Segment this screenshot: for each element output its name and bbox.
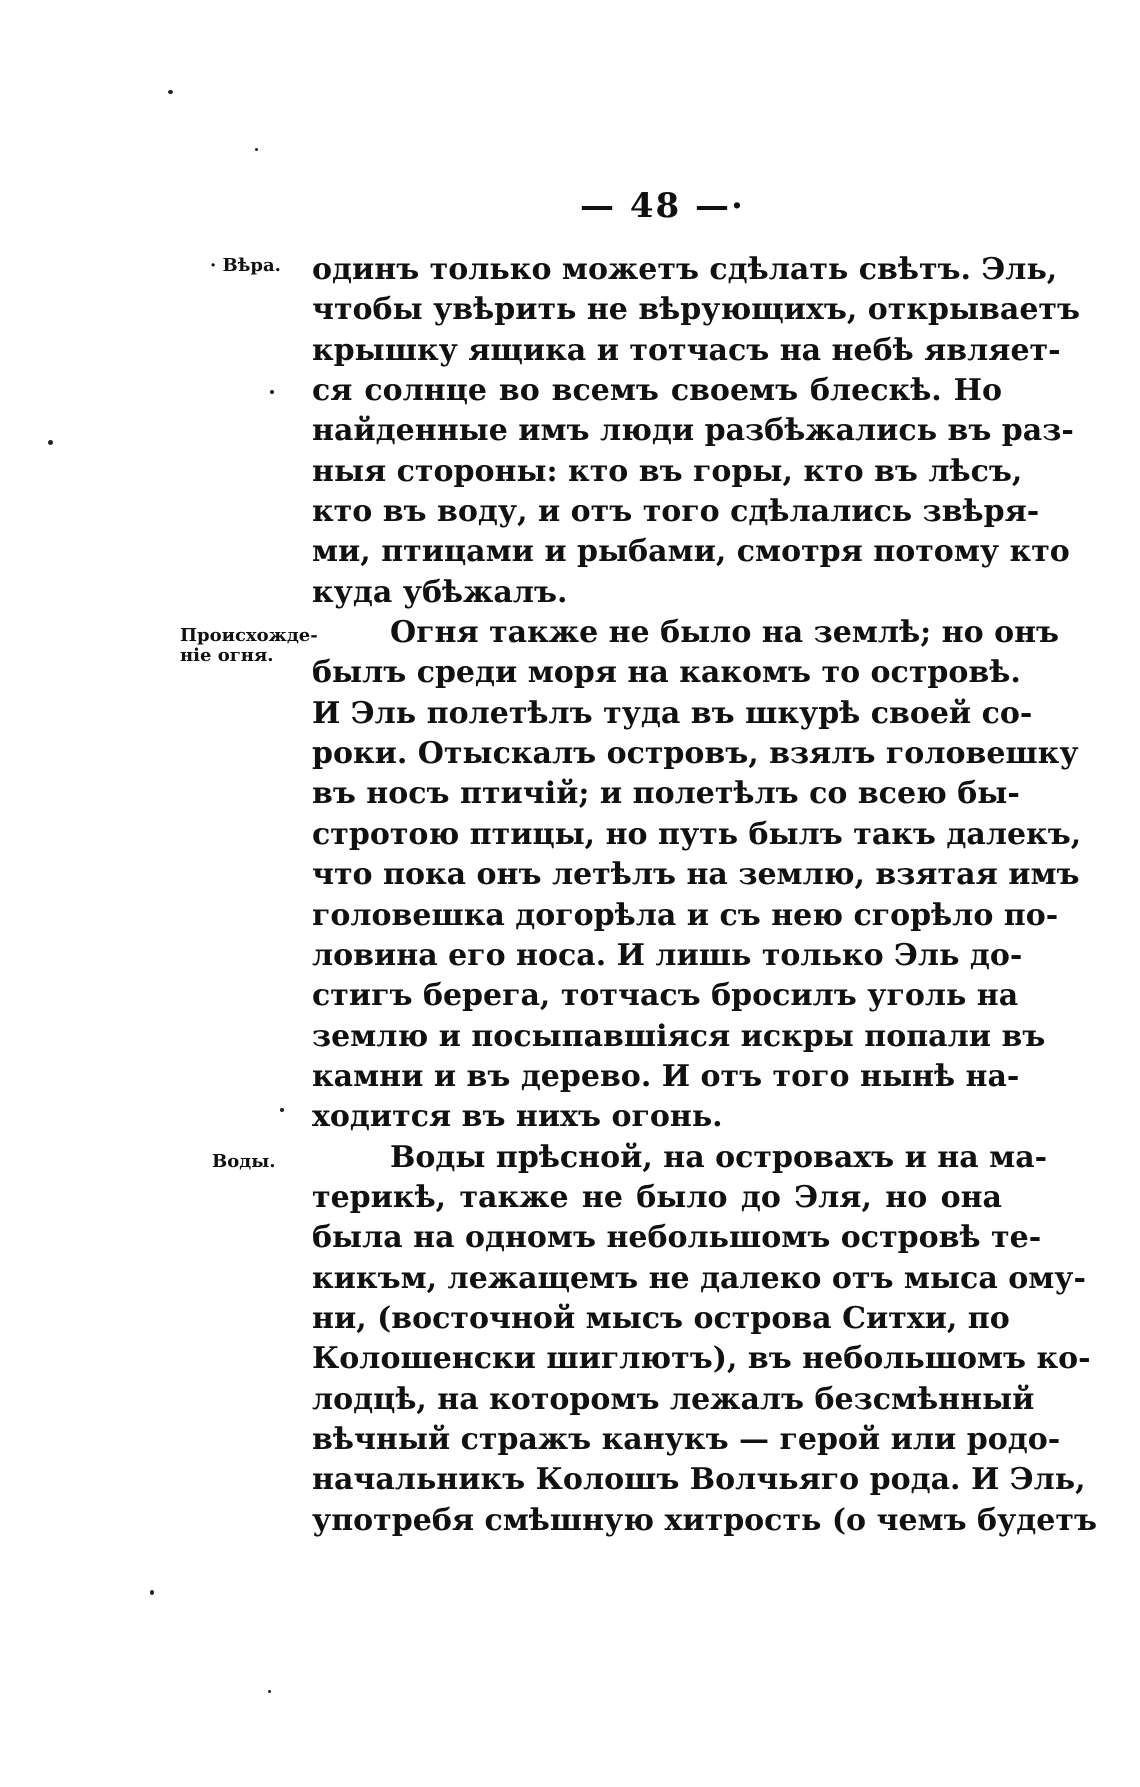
text-line: вѣчный стражъ канукъ — герой или родо- [312,1421,1061,1457]
text-line: найденные имъ люди разбѣжались въ раз- [312,413,1074,449]
margin-note-faith: · Вѣра. [210,255,281,276]
scan-speck [255,148,258,151]
text-line: Огня также не было на землѣ; но онъ [390,615,1060,651]
text-line: ни, (восточной мысъ острова Ситхи, по [312,1300,1010,1336]
text-line: куда убѣжалъ. [312,574,568,610]
text-line: стигъ берега, тотчасъ бросилъ уголь на [312,978,1019,1014]
scan-speck [150,1590,154,1595]
text-line: ми, птицами и рыбами, смотря потому кто [312,534,1070,570]
text-line: головешка догорѣла и съ нею сгорѣло по- [312,897,1059,933]
text-line: что пока онъ летѣлъ на землю, взятая имъ [312,857,1080,893]
scan-speck [280,1108,284,1112]
text-line: въ носъ птичій; и полетѣлъ со всею бы- [312,776,1020,812]
scan-speck [268,1690,271,1693]
text-line: ся солнце во всемъ своемъ блескѣ. Но [312,373,1002,409]
scan-speck [168,90,173,94]
text-line: былъ среди моря на какомъ то островѣ. [312,655,1021,691]
text-line: была на одномъ небольшомъ островѣ те- [312,1220,1042,1256]
text-line: стротою птицы, но путь былъ такъ далекъ, [312,816,1082,852]
text-line: употребя смѣшную хитрость (о чемъ будетъ [312,1502,1097,1538]
page-number: — 48 —· [580,186,745,226]
text-line: ныя стороны: кто въ горы, кто въ лѣсъ, [312,453,1023,489]
scan-speck [48,440,53,445]
text-line: Колошенски шиглютъ), въ небольшомъ ко- [312,1341,1091,1377]
text-line: ходится въ нихъ огонь. [312,1099,723,1135]
text-line: начальникъ Колошъ Волчьяго рода. И Эль, [312,1462,1086,1498]
text-line: одинъ только можетъ сдѣлать свѣтъ. Эль, [312,252,1058,287]
text-line: ловина его носа. И лишь только Эль до- [312,937,1023,973]
text-line: камни и въ дерево. И отъ того нынѣ на- [312,1058,1020,1094]
text-line: кто въ воду, и отъ того сдѣлались звѣря- [312,494,1040,530]
text-line: И Эль полетѣлъ туда въ шкурѣ своей со- [312,695,1033,731]
text-line: Воды прѣсной, на островахъ и на ма- [390,1139,1048,1175]
margin-note-origin-of-fire [180,626,318,666]
text-line: крышку ящика и тотчасъ на небѣ являет- [312,332,1061,368]
margin-note-water: Воды. [212,1151,276,1172]
text-line: кикъм, лежащемъ не далеко отъ мыса ому- [312,1260,1086,1296]
margin-note-origin-of-fire-line1: Происхожде- [180,625,318,646]
body-text [312,250,1097,1541]
text-line: роки. Отыскалъ островъ, взялъ головешку [312,736,1079,772]
scan-speck [270,390,274,394]
text-line: чтобы увѣрить не вѣрующихъ, открываетъ [312,292,1081,328]
margin-note-origin-of-fire-line2: ніе огня. [180,645,274,666]
text-line: землю и посыпавшіяся искры попали въ [312,1018,1046,1054]
text-line: терикѣ, также не было до Эля, но она [312,1179,1002,1215]
text-line: лодцѣ, на которомъ лежалъ безсмѣнный [312,1381,1035,1417]
